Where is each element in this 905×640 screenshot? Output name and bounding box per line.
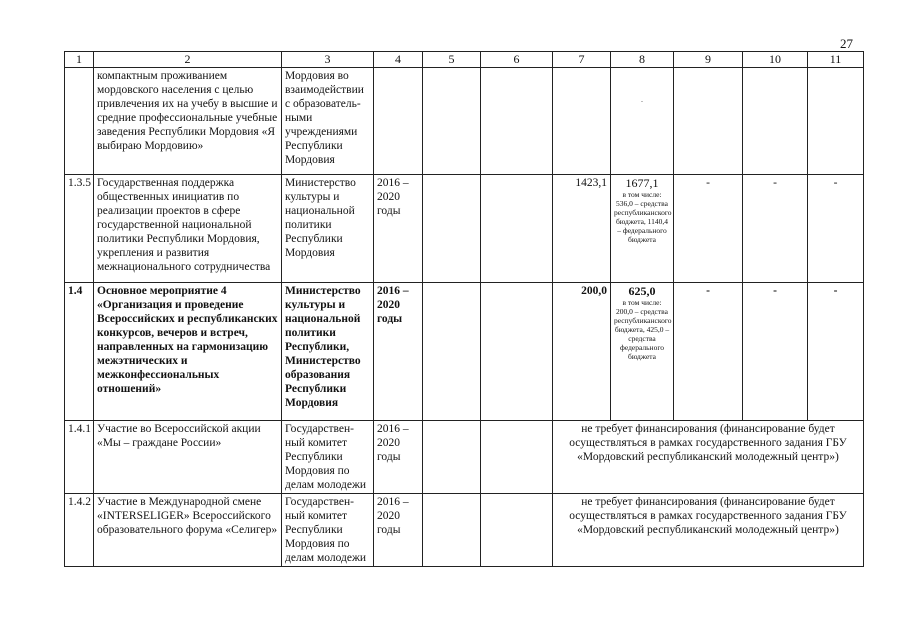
period-cell: 2016 – 2020 годы bbox=[374, 420, 423, 493]
executor-cell: Министерство культуры и национальной политики Республики, Министерство образования Республики Мордовия bbox=[282, 282, 374, 420]
funding-col8-cell bbox=[611, 174, 674, 282]
header-cell: 7 bbox=[553, 52, 611, 68]
funding-note-cell: не требует финансирования (финансирование будет осуществляться в рамках государственного задания ГБУ «Мордовский республиканский молодежный центр») bbox=[553, 493, 864, 566]
header-cell: 11 bbox=[808, 52, 864, 68]
row-number-cell: 1.4.1 bbox=[65, 420, 94, 493]
header-cell: 2 bbox=[94, 52, 282, 68]
dash-cell: - bbox=[743, 174, 808, 282]
header-cell: 8 bbox=[611, 52, 674, 68]
executor-cell: Государствен-ный комитет Республики Мордовия по делам молодежи bbox=[282, 493, 374, 566]
funding-col7-cell: 200,0 bbox=[553, 282, 611, 420]
row-number-cell: 1.4.2 bbox=[65, 493, 94, 566]
dash-cell: - bbox=[743, 282, 808, 420]
period-cell: 2016 – 2020 годы bbox=[374, 174, 423, 282]
funding-note-cell: не требует финансирования (финансирование будет осуществляться в рамках государственного задания ГБУ «Мордовский республиканский молодежный центр») bbox=[553, 420, 864, 493]
activity-name-cell: компактным проживанием мордовского населения с целью привлечения их на учебу в высшие и средние профессиональные учебные заведения Республики Мордовия «Я выбираю Мордовию» bbox=[94, 67, 282, 174]
header-cell: 9 bbox=[674, 52, 743, 68]
executor-cell: Министерство культуры и национальной политики Республики Мордовия bbox=[282, 174, 374, 282]
header-cell: 6 bbox=[481, 52, 553, 68]
table-row-1-3-5 bbox=[65, 174, 864, 282]
funding-breakdown: в том числе: 200,0 – средства республиканского бюджета, 425,0 – средства федерального бюджета bbox=[614, 298, 672, 362]
executor-cell: Мордовия во взаимодействии с образователь-ными учреждениями Республики Мордовия bbox=[282, 67, 374, 174]
column-numbers-row bbox=[65, 52, 864, 68]
row-number-cell: 1.3.5 bbox=[65, 174, 94, 282]
table-row-1-4-2 bbox=[65, 493, 864, 566]
period-cell: 2016 – 2020 годы bbox=[374, 282, 423, 420]
row-number-cell: 1.4 bbox=[65, 282, 94, 420]
page-number: 27 bbox=[840, 36, 853, 51]
activity-name-cell: Участие в Международной смене «INTERSELIGER» Всероссийского образовательного форума «Селигер» bbox=[94, 493, 282, 566]
funding-total: 1677,1 bbox=[625, 175, 659, 190]
table-row-continued bbox=[65, 67, 864, 174]
header-cell: 1 bbox=[65, 52, 94, 68]
funding-breakdown: в том числе: 536,0 – средства республиканского бюджета, 1140,4 – федерального бюджета bbox=[614, 190, 672, 245]
period-cell: 2016 – 2020 годы bbox=[374, 493, 423, 566]
mark-dot: . bbox=[641, 95, 643, 104]
dash-cell: - bbox=[674, 282, 743, 420]
header-cell: 3 bbox=[282, 52, 374, 68]
dash-cell: - bbox=[674, 174, 743, 282]
dash-cell: - bbox=[808, 282, 864, 420]
table-row-1-4-1 bbox=[65, 420, 864, 493]
header-cell: 10 bbox=[743, 52, 808, 68]
table-row-1-4 bbox=[65, 282, 864, 420]
activity-name-cell: Государственная поддержка общественных инициатив по реализации проектов в сфере государственной национальной политики Республики Мордовия, укрепления и развития межнационального сотрудничества bbox=[94, 174, 282, 282]
activity-name-cell: Участие во Всероссийской акции «Мы – граждане России» bbox=[94, 420, 282, 493]
funding-total: 625,0 bbox=[628, 283, 656, 298]
row-number-cell bbox=[65, 67, 94, 174]
header-cell: 5 bbox=[423, 52, 481, 68]
funding-col8-cell bbox=[611, 282, 674, 420]
activity-name-cell: Основное мероприятие 4 «Организация и проведение Всероссийских и республиканских конкурсов, вечеров и встреч, направленных на гармонизацию межэтнических и межконфессиональных отношений» bbox=[94, 282, 282, 420]
executor-cell: Государствен-ный комитет Республики Мордовия по делам молодежи bbox=[282, 420, 374, 493]
dash-cell: - bbox=[808, 174, 864, 282]
funding-col7-cell: 1423,1 bbox=[553, 174, 611, 282]
header-cell: 4 bbox=[374, 52, 423, 68]
program-table bbox=[64, 51, 864, 567]
